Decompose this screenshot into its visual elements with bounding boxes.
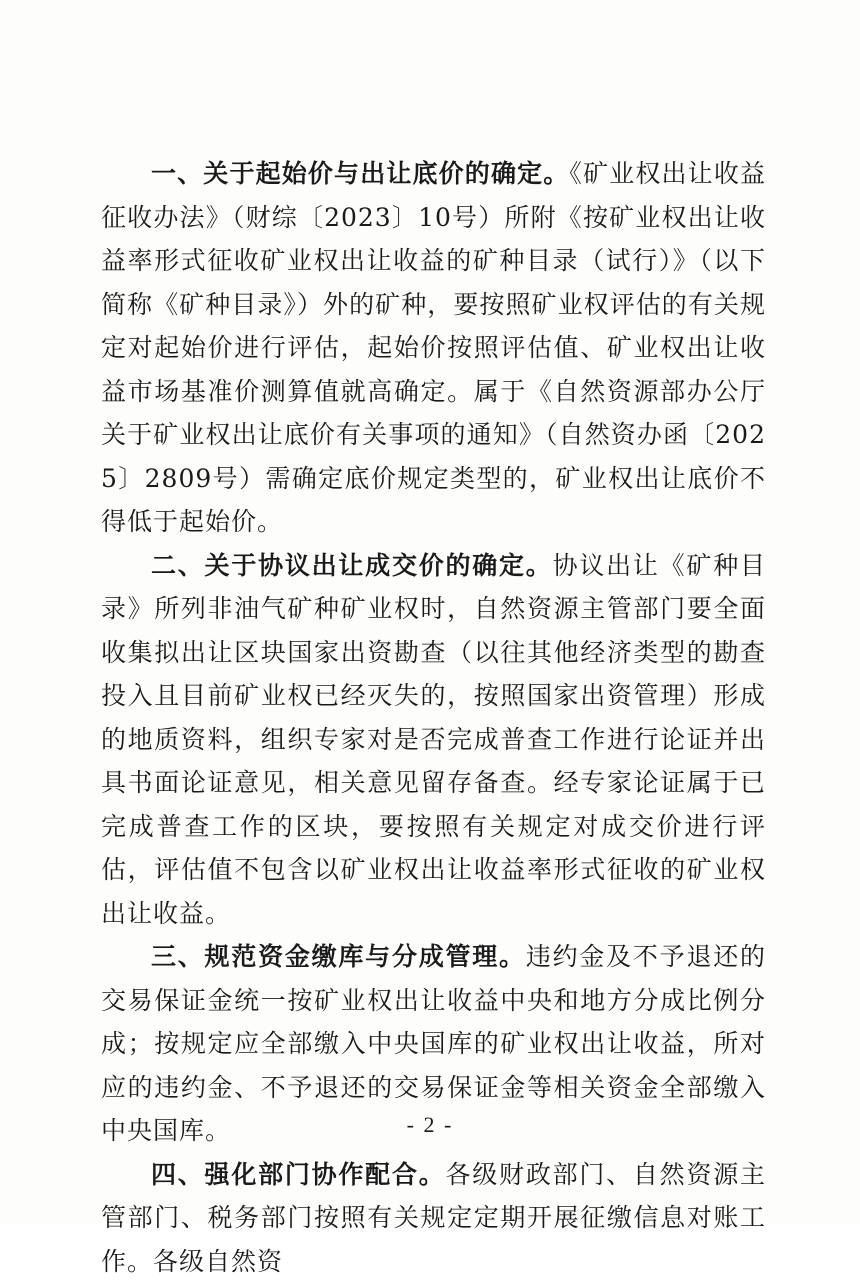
section-text-3: 违约金及不予退还的交易保证金统一按矿业权出让收益中央和地方分成比例分成；按规定应全部缴入中央国库的矿业权出让收益，所对应的违约金、不予退还的交易保证金等相关资金全部缴入中央国库。: [101, 942, 766, 1145]
section-heading-1: 一、关于起始价与出让底价的确定。: [151, 159, 569, 188]
section-paragraph-1: [101, 152, 766, 544]
page-number: - 2 -: [0, 1112, 860, 1138]
section-heading-3: 三、规范资金缴库与分成管理。: [151, 942, 526, 971]
section-paragraph-2: [101, 544, 766, 936]
section-text-2: 协议出让《矿种目录》所列非油气矿种矿业权时，自然资源主管部门要全面收集拟出让区块国家出资勘查（以往其他经济类型的勘查投入且目前矿业权已经灭失的，按照国家出资管理）形成的地质资料，组织专家对是否完成普查工作进行论证并出具书面论证意见，相关意见留存备查。经专家论证属于已完成普查工作的区块，要按照有关规定对成交价进行评估，评估值不包含以矿业权出让收益率形式征收的矿业权出让收益。: [101, 551, 766, 928]
section-heading-4: 四、强化部门协作配合。: [151, 1160, 446, 1189]
section-text-4: 各级财政部门、自然资源主管部门、税务部门按照有关规定定期开展征缴信息对账工作。各级自然资: [101, 1160, 766, 1276]
section-heading-2: 二、关于协议出让成交价的确定。: [151, 551, 553, 580]
section-paragraph-4: [101, 1153, 766, 1283]
section-text-1: 《矿业权出让收益征收办法》（财综〔2023〕10号）所附《按矿业权出让收益率形式征收矿业权出让收益的矿种目录（试行）》（以下简称《矿种目录》）外的矿种，要按照矿业权评估的有关规定对起始价进行评估，起始价按照评估值、矿业权出让收益市场基准价测算值就高确定。属于《自然资源部办公厅关于矿业权出让底价有关事项的通知》（自然资办函〔2025〕2809号）需确定底价规定类型的，矿业权出让底价不得低于起始价。: [101, 159, 766, 536]
